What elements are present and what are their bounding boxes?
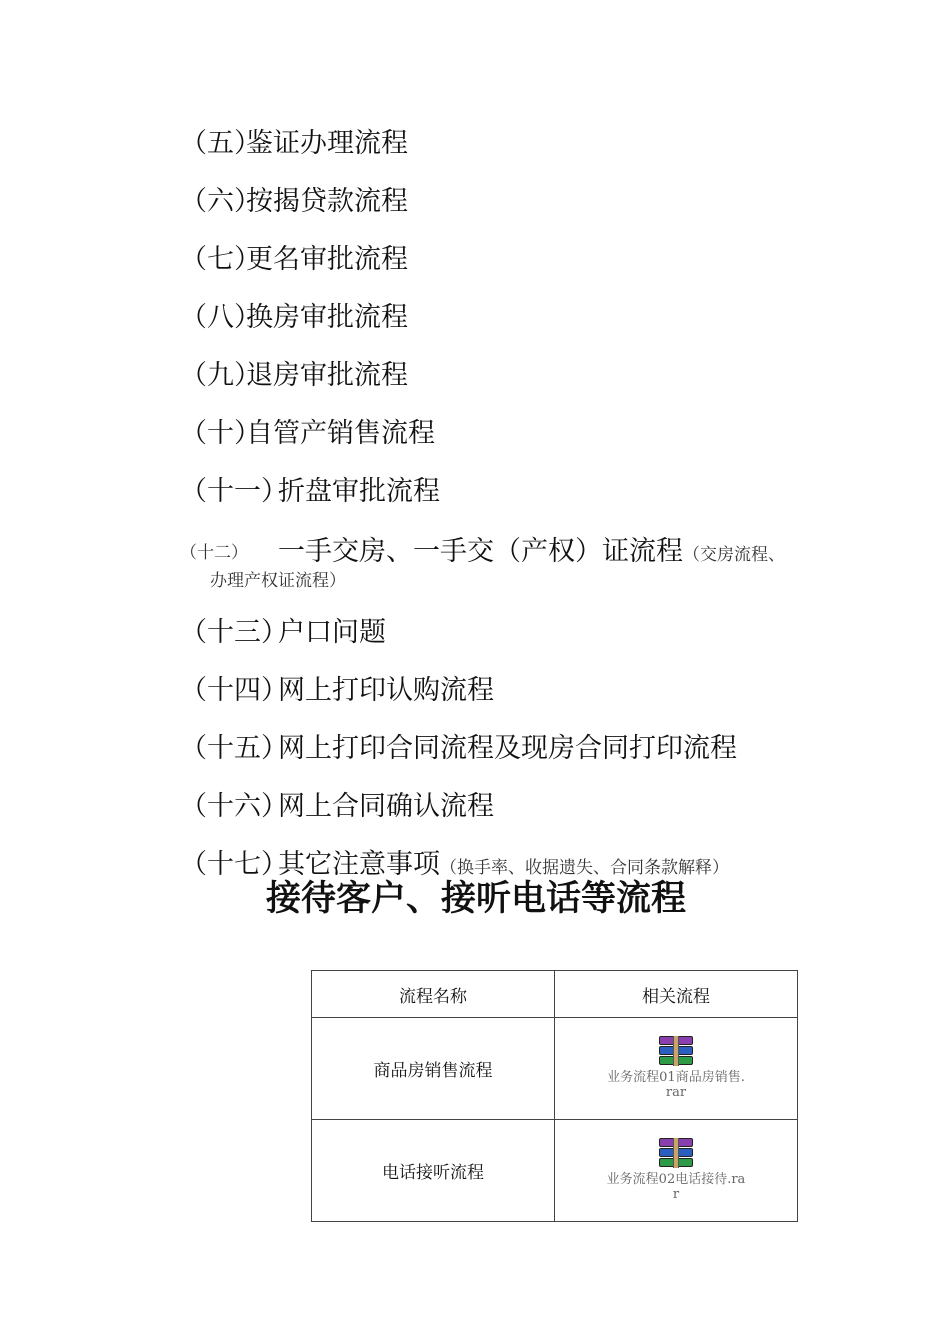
toc-item bbox=[180, 238, 840, 282]
toc-item-number: （十） bbox=[180, 418, 261, 449]
toc-item-title: 其它注意事项 bbox=[278, 849, 440, 880]
table-row bbox=[312, 1018, 798, 1120]
toc-item-title: 更名审批流程 bbox=[246, 244, 408, 275]
toc-item-number: （六） bbox=[180, 186, 261, 217]
toc-item-title: 按揭贷款流程 bbox=[246, 186, 408, 217]
toc-item bbox=[180, 470, 840, 514]
attachment-cell bbox=[555, 1018, 798, 1120]
toc-item bbox=[180, 727, 840, 771]
toc-item-title: 网上打印合同流程及现房合同打印流程 bbox=[278, 733, 737, 764]
toc-item-number: （十一） bbox=[180, 476, 288, 507]
toc-item-title: 网上合同确认流程 bbox=[278, 791, 494, 822]
column-header-process-name: 流程名称 bbox=[312, 971, 555, 1018]
toc-item-title: 自管产销售流程 bbox=[246, 418, 435, 449]
toc-item-number: （七） bbox=[180, 244, 261, 275]
toc-item-number: （十二） bbox=[180, 543, 248, 563]
column-header-related-process: 相关流程 bbox=[555, 971, 798, 1018]
table-header-row bbox=[312, 971, 798, 1018]
toc-item-note: （交房流程、 bbox=[683, 545, 785, 565]
toc-item bbox=[180, 296, 840, 340]
toc-item-number: （八） bbox=[180, 302, 261, 333]
toc-item-title: 换房审批流程 bbox=[246, 302, 408, 333]
process-name-cell: 商品房销售流程 bbox=[312, 1018, 555, 1120]
toc-item bbox=[180, 528, 840, 593]
toc-item-note-continued: 办理产权证流程） bbox=[210, 571, 346, 591]
toc-item-title: 折盘审批流程 bbox=[278, 476, 440, 507]
toc-item-number: （十三） bbox=[180, 617, 288, 648]
table-row bbox=[312, 1120, 798, 1222]
toc-item bbox=[180, 180, 840, 224]
toc-item-number: （五） bbox=[180, 128, 261, 159]
toc-item-title: 鉴证办理流程 bbox=[246, 128, 408, 159]
toc-item bbox=[180, 412, 840, 456]
attachment-filename: 业务流程01商品房销售.rar bbox=[607, 1070, 745, 1100]
winrar-archive-icon[interactable] bbox=[656, 1036, 696, 1068]
toc-item bbox=[180, 611, 840, 655]
section-heading: 接待客户、接听电话等流程 bbox=[266, 879, 687, 919]
winrar-archive-icon[interactable] bbox=[656, 1138, 696, 1170]
toc-item-number: （十四） bbox=[180, 675, 288, 706]
toc-item-number: （十七） bbox=[180, 849, 288, 880]
toc-item bbox=[180, 785, 840, 829]
rar-attachment[interactable] bbox=[606, 1138, 746, 1202]
toc-item-title: 退房审批流程 bbox=[246, 360, 408, 391]
toc-item-title: 网上打印认购流程 bbox=[278, 675, 494, 706]
toc-item bbox=[180, 669, 840, 713]
toc-item-title: 户口问题 bbox=[278, 617, 386, 648]
process-table bbox=[311, 970, 798, 1222]
toc-item-title: 一手交房、一手交（产权）证流程 bbox=[278, 536, 683, 567]
toc-item-number: （十六） bbox=[180, 791, 288, 822]
toc-item bbox=[180, 354, 840, 398]
toc-item-number: （九） bbox=[180, 360, 261, 391]
toc-item bbox=[180, 122, 840, 166]
toc-list bbox=[180, 122, 840, 901]
attachment-cell bbox=[555, 1120, 798, 1222]
process-name-cell: 电话接听流程 bbox=[312, 1120, 555, 1222]
toc-item-number: （十五） bbox=[180, 733, 288, 764]
rar-attachment[interactable] bbox=[606, 1036, 746, 1100]
toc-item-note: （换手率、收据遗失、合同条款解释） bbox=[440, 858, 729, 878]
attachment-filename: 业务流程02电话接待.rar bbox=[606, 1172, 746, 1202]
